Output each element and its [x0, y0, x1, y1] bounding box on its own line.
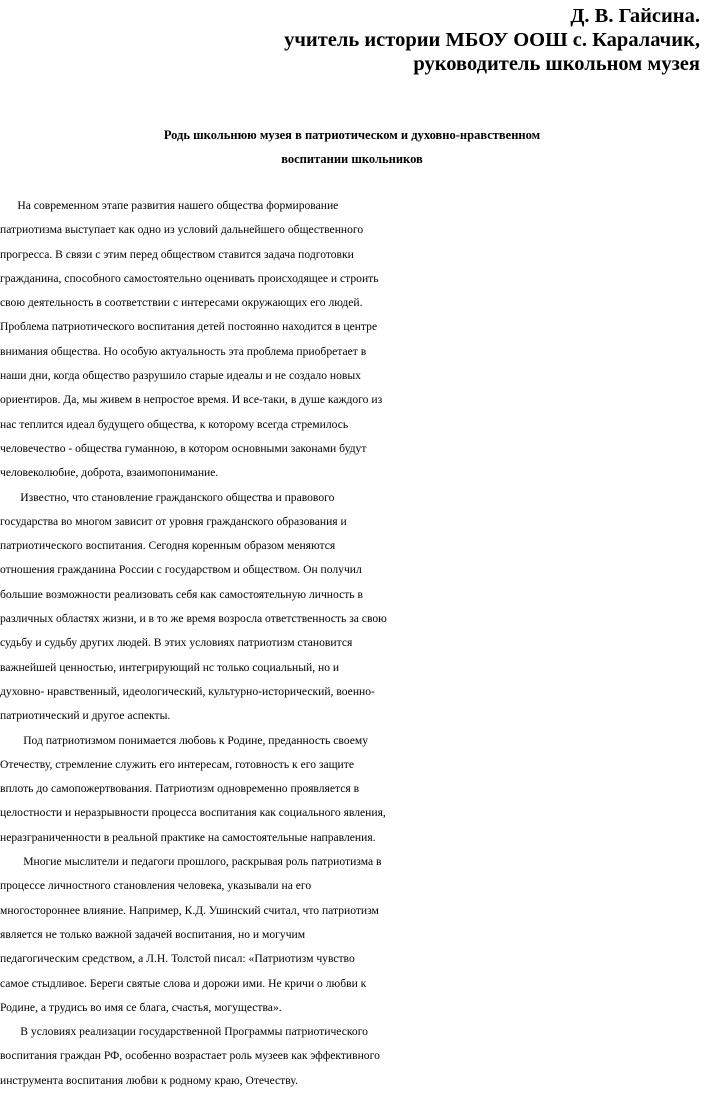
body-line: наши дни, когда общество разрушило старые идеалы и не создало новых: [0, 369, 361, 383]
author-role: руководитель школьном музея: [413, 53, 700, 75]
body-line: Проблема патриотического воспитания детей постоянно находится в центре: [0, 320, 378, 334]
body-line: Многие мыслители и педагоги прошлого, раскрывая роль патриотизма в: [0, 855, 382, 869]
author-block: [284, 4, 700, 76]
body-line: отношения гражданина России с государством и обществом. Он получил: [0, 563, 362, 577]
body-line: Родине, а трудись во имя се блага, счастья, могущества».: [0, 1000, 282, 1014]
body-line: судьбу и судьбу других людей. В этих условиях патриотизм становится: [0, 636, 353, 650]
body-line: В условиях реализации государственной Программы патриотического: [0, 1025, 368, 1039]
document-title: [0, 123, 704, 171]
body-text: [0, 194, 704, 1093]
body-line: Известно, что становление гражданского общества и правового: [0, 490, 335, 504]
body-line: Отечеству, стремление служить его интересам, готовность к его защите: [0, 757, 354, 771]
body-line: педагогическим средством, а Л.Н. Толстой писал: «Патриотизм чувство: [0, 952, 355, 966]
body-line: инструмента воспитания любви к родному краю, Отечеству.: [0, 1073, 298, 1087]
body-line: самое стыдливое. Береги святые слова и дорожи ими. Не кричи о любви к: [0, 976, 367, 990]
body-line: патриотический и другое аспекты.: [0, 709, 171, 723]
body-line: процессе личностного становления человека, указывали на его: [0, 879, 312, 893]
body-line: многостороннее влияние. Например, К.Д. Ушинский считал, что патриотизм: [0, 903, 379, 917]
body-line: нас теплится идеал будущего общества, к которому всегда стремилось: [0, 417, 349, 431]
body-line: неразграниченности в реальной практике на самостоятельные направления.: [0, 830, 376, 844]
body-line: человечество - общества гуманною, в котором основными законами будут: [0, 441, 367, 455]
body-line: большие возможности реализовать себя как самостоятельную личность в: [0, 587, 363, 601]
body-line: Под патриотизмом понимается любовь к Родине, преданность своему: [0, 733, 368, 747]
body-line: свою деятельность в соответствии с интересами окружающих его людей.: [0, 296, 363, 310]
body-line: человеколюбие, доброта, взаимопонимание.: [0, 466, 219, 480]
body-line: прогресса. В связи с этим перед обществом ставится задача подготовки: [0, 247, 354, 261]
body-line: патриотизма выступает как одно из условий дальнейшего общественного: [0, 223, 364, 237]
body-line: вплоть до самопожертвования. Патриотизм одновременно проявляется в: [0, 782, 360, 796]
body-line: внимания общества. Но особую актуальность эта проблема приобретает в: [0, 344, 367, 358]
body-line: На современном этапе развития нашего общества формирование: [0, 199, 339, 212]
body-line: ориентиров. Да, мы живем в непростое время. И все-таки, в душе каждого из: [0, 393, 383, 407]
body-line: является не только важной задачей воспитания, но и могучим: [0, 927, 306, 941]
title-line: Родь школьнюю музея в патриотическом и духовно-нравственном: [163, 128, 541, 142]
author-name: Д. В. Гайсина.: [570, 5, 700, 27]
title-line: воспитании школьников: [281, 152, 423, 166]
body-line: гражданина, способного самостоятельно оценивать происходящее и строить: [0, 271, 379, 285]
body-line: целостности и неразрывности процесса воспитания как социального явления,: [0, 806, 386, 820]
body-line: важнейшей ценностью, интегрирующий нс только социальный, но и: [0, 660, 340, 674]
body-line: духовно- нравственный, идеологический, культурно-исторический, военно-: [0, 684, 375, 698]
author-position: учитель истории МБОУ ООШ с. Каралачик,: [284, 29, 700, 51]
body-line: патриотического воспитания. Сегодня коренным образом меняются: [0, 539, 336, 553]
body-line: воспитания граждан РФ, особенно возрастает роль музеев как эффективного: [0, 1049, 380, 1063]
body-line: государства во многом зависит от уровня гражданского образования и: [0, 514, 347, 528]
body-line: различных областях жизни, и в то же время возросла ответственность за свою: [0, 612, 387, 626]
